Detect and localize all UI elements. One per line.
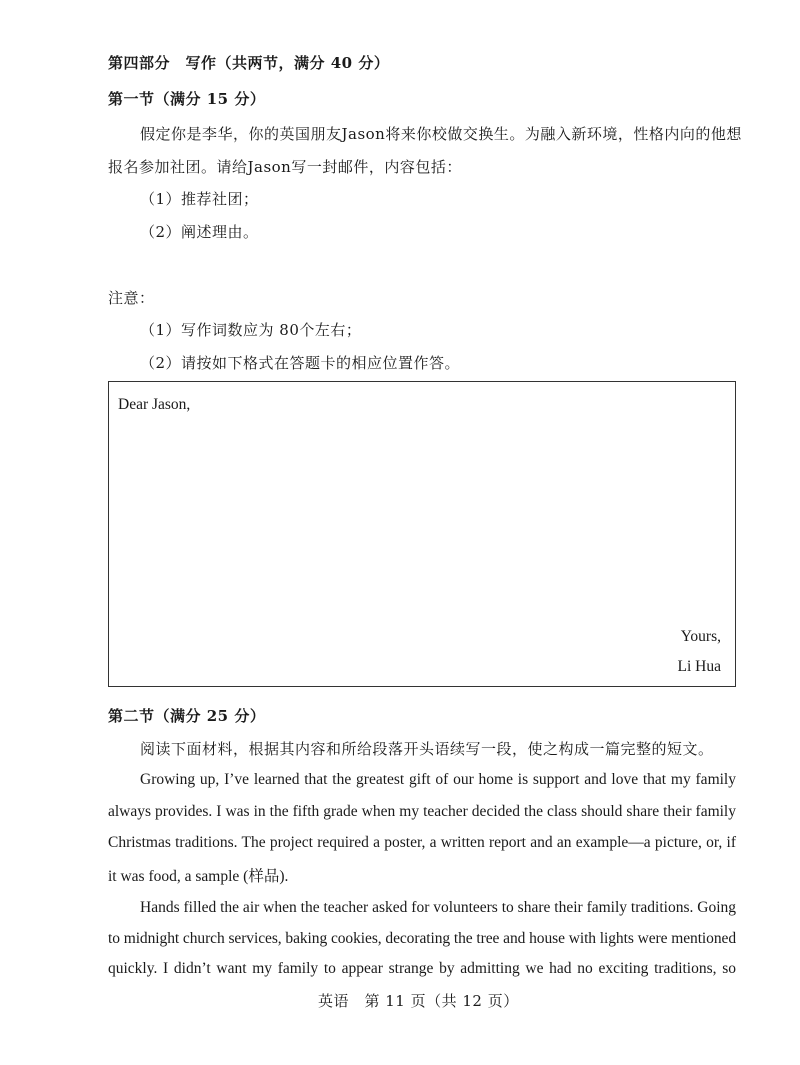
section2-instruction: 阅读下面材料，根据其内容和所给段落开头语续写一段，使之构成一篇完整的短文。 [140, 740, 714, 758]
letter-greeting: Dear Jason, [118, 396, 191, 413]
note-1: （1）写作词数应为 80个左右； [140, 321, 362, 339]
page-footer: 英语 第 11 页（共 12 页） [318, 992, 519, 1010]
passage-line: it was food, a sample (样品). [108, 868, 289, 885]
note-2: （2）请按如下格式在答题卡的相应位置作答。 [140, 354, 461, 372]
passage-line: Hands filled the air when the teacher asked for volunteers to share their family traditions. Going [140, 899, 736, 916]
passage-line: Growing up, I’ve learned that the greatest gift of our home is support and love that my family [140, 771, 736, 788]
notes-label: 注意： [108, 289, 155, 307]
passage-line: Christmas traditions. The project required a poster, a written report and an example—a picture, or, if [108, 834, 736, 851]
section1-prompt-line1: 假定你是李华，你的英国朋友Jason将来你校做交换生。为融入新环境，性格内向的他想 [140, 125, 742, 143]
section1-prompt-line2: 报名参加社团。请给Jason写一封邮件，内容包括： [108, 158, 462, 176]
letter-signature: Li Hua [677, 658, 721, 675]
passage-line: to midnight church services, baking cookies, decorating the tree and house with lights were mentioned [108, 930, 736, 947]
part-heading: 第四部分 写作（共两节，满分 40 分） [108, 54, 390, 72]
section1-item-2: （2）阐述理由。 [140, 223, 259, 241]
letter-closing: Yours, [680, 628, 721, 645]
section2-heading: 第二节（满分 25 分） [108, 707, 266, 725]
passage-line: always provides. I was in the fifth grade when my teacher decided the class should share their family [108, 803, 736, 820]
section1-heading: 第一节（满分 15 分） [108, 90, 266, 108]
passage-line: quickly. I didn’t want my family to appear strange by admitting we had no exciting traditions, so [108, 960, 736, 977]
section1-item-1: （1）推荐社团； [140, 190, 259, 208]
letter-format-box [108, 381, 736, 687]
